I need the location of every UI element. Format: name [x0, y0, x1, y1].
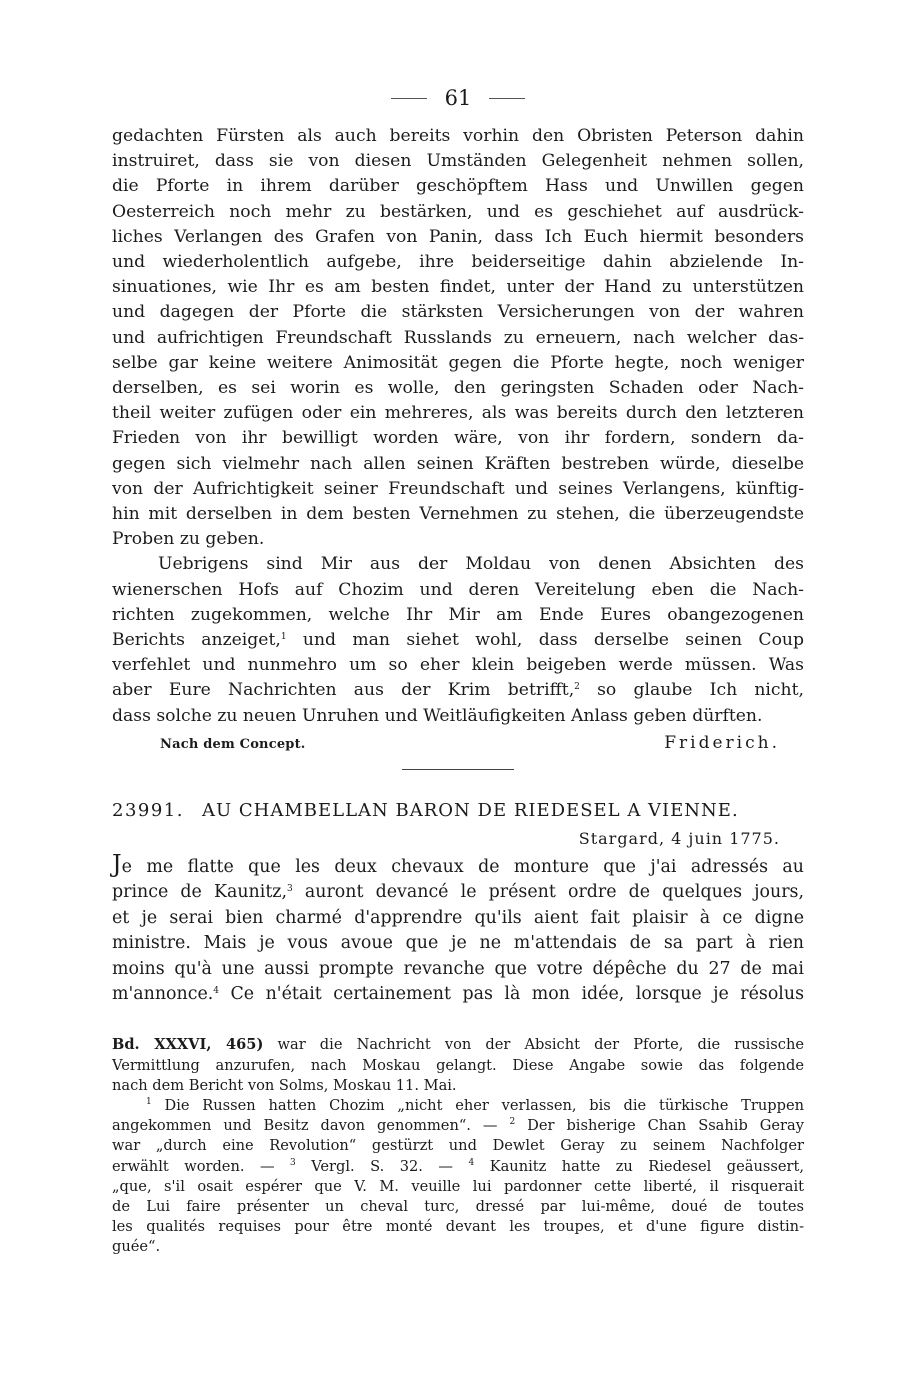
text-segment: Der bisherige Chan Ssahib Geray	[515, 1117, 804, 1135]
text-line: theil weiter zufügen oder ein mehreres, als was bereits durch den letzteren	[112, 403, 804, 424]
footnotes	[112, 1035, 804, 1257]
text-line: wienerschen Hofs auf Chozim und deren Vereitelung eben die Nach-	[112, 579, 804, 600]
text-line	[112, 628, 804, 653]
text-line: dass solche zu neuen Unruhen und Weitläufigkeiten Anlass geben dürften.	[112, 705, 763, 726]
text-segment: Berichts anzeiget,	[112, 630, 281, 651]
text-segment: Vergl. S. 32. —	[295, 1157, 469, 1175]
text-segment: e me flatte que les deux chevaux de monture que j'ai adressés au	[121, 856, 804, 877]
text-line: instruiret, dass sie von diesen Umständen Gelegenheit nehmen sollen,	[112, 151, 804, 172]
text-segment: auront devancé le présent ordre de quelques jours,	[292, 882, 804, 903]
text-line: Frieden von ihr bewilligt worden wäre, von ihr fordern, sondern da-	[112, 428, 804, 449]
text-line: moins qu'à une aussi prompte revanche que votre dépêche du 27 de mai	[112, 958, 804, 979]
text-line: und aufrichtigen Freundschaft Russlands zu erneuern, nach welcher das-	[112, 327, 804, 348]
dateline: Stargard, 4 juin 1775.	[578, 828, 780, 848]
note-line	[112, 1157, 804, 1177]
text-line: gedachten Fürsten als auch bereits vorhin den Obristen Peterson dahin	[112, 126, 804, 146]
text-line: und wiederholentlich aufgebe, ihre beiderseitige dahin abzielende In-	[112, 252, 804, 273]
text-segment: Kaunitz hatte zu Riedesel geäussert,	[474, 1157, 804, 1175]
continued-letter-text	[112, 124, 804, 729]
footnote-mark: 3	[290, 1157, 296, 1168]
text-line: et je serai bien charmé d'apprendre qu'ils aient fait plaisir à ce digne	[112, 907, 804, 928]
text-line: Oesterreich noch mehr zu bestärken, und es geschiehet auf ausdrück-	[112, 201, 804, 222]
text-line	[112, 678, 804, 703]
volume-reference: Bd. XXXVI, 465)	[112, 1036, 264, 1054]
page-number: 61	[444, 86, 472, 110]
text-segment: angekommen und Besitz davon genommen“. —	[112, 1117, 510, 1135]
text-segment: m'annonce.	[112, 983, 214, 1004]
note-line: les qualités requises pour être monté devant les troupes, et d'une figure distin-	[112, 1218, 804, 1236]
text-line: Uebrigens sind Mir aus der Moldau von denen Absichten des	[158, 554, 804, 575]
note-line	[112, 1035, 804, 1055]
text-line: von der Aufrichtigkeit seiner Freundschaft und seines Verlangens, künftig-	[112, 478, 804, 499]
signature: Friderich.	[664, 732, 780, 753]
text-line: sinuationes, wie Ihr es am besten findet, unter der Hand zu unterstützen	[112, 277, 804, 298]
note-line: Vermittlung anzurufen, nach Moskau gelangt. Diese Angabe sowie das folgende	[112, 1056, 804, 1074]
text-segment: prince de Kaunitz,	[112, 882, 288, 903]
signature-row	[112, 733, 804, 753]
page-header	[112, 84, 804, 112]
footnote-mark: 4	[468, 1157, 475, 1168]
text-segment: Die Russen hatten Chozim „nicht eher verlassen, bis die türkische Truppen	[151, 1096, 804, 1114]
text-line: Proben zu geben.	[112, 529, 265, 550]
document-heading	[112, 800, 804, 821]
text-line	[112, 982, 804, 1007]
note-line: de Lui faire présenter un cheval turc, dressé par lui-même, doué de toutes	[112, 1197, 804, 1215]
note-line: war „durch eine Revolution“ gestürzt und Dewlet Geray zu seinem Nachfolger	[112, 1137, 804, 1155]
document-title: AU CHAMBELLAN BARON DE RIEDESEL A VIENNE.	[201, 799, 739, 821]
footnote-mark: 1	[146, 1096, 152, 1107]
text-line: und dagegen der Pforte die stärksten Versicherungen von der wahren	[112, 302, 804, 323]
text-segment: so glaube Ich nicht,	[579, 680, 804, 701]
note-line	[112, 1096, 804, 1116]
drop-cap: J	[112, 849, 122, 878]
text-segment: Ce n'était certainement pas là mon idée, lorsque je résolus	[219, 983, 804, 1004]
footnote-mark: 2	[509, 1117, 516, 1128]
text-segment: und man siehet wohl, dass derselbe seinen Coup	[286, 630, 804, 651]
note-line: nach dem Bericht von Solms, Moskau 11. Mai.	[112, 1076, 457, 1094]
text-segment: aber Eure Nachrichten aus der Krim betrifft,	[112, 680, 575, 701]
footnote-ref: 4	[213, 985, 220, 996]
text-line	[112, 849, 804, 880]
text-line: gegen sich vielmehr nach allen seinen Kräften bestreben würde, dieselbe	[112, 453, 804, 474]
section-divider	[402, 769, 514, 770]
text-line: verfehlet und nunmehro um so eher klein beigeben werde müssen. Was	[112, 655, 804, 676]
note-line	[112, 1116, 804, 1136]
text-line: die Pforte in ihrem darüber geschöpftem Hass und Unwillen gegen	[112, 176, 804, 197]
note-line: guée“.	[112, 1238, 161, 1256]
text-segment: erwählt worden. —	[112, 1157, 291, 1175]
letter-text	[112, 849, 804, 1007]
text-segment: war die Nachricht von der Absicht der Pforte, die russische	[263, 1036, 804, 1054]
text-line: derselben, es sei worin es wolle, den geringsten Schaden oder Nach-	[112, 378, 804, 399]
footnote-ref: 2	[574, 682, 580, 693]
header-dash-left	[391, 98, 427, 99]
text-line: selbe gar keine weitere Animosität gegen die Pforte hegte, noch weniger	[112, 352, 804, 373]
text-line: ministre. Mais je vous avoue que je ne m'attendais de sa part à rien	[112, 933, 804, 954]
book-page	[112, 84, 804, 1258]
document-number: 23991.	[112, 799, 184, 821]
footnote-ref: 1	[280, 632, 287, 643]
footnote-ref: 3	[287, 884, 293, 895]
text-line: richten zugekommen, welche Ihr Mir am Ende Eures obangezogenen	[112, 604, 804, 625]
text-line	[112, 880, 804, 905]
source-note: Nach dem Concept.	[160, 736, 306, 752]
text-line: hin mit derselben in dem besten Vernehmen zu stehen, die überzeugendste	[112, 504, 804, 525]
note-line: „que, s'il osait espérer que V. M. veuille lui pardonner cette liberté, il risquerait	[112, 1177, 804, 1195]
header-dash-right	[489, 98, 525, 99]
text-line: liches Verlangen des Grafen von Panin, dass Ich Euch hiermit besonders	[112, 226, 804, 247]
